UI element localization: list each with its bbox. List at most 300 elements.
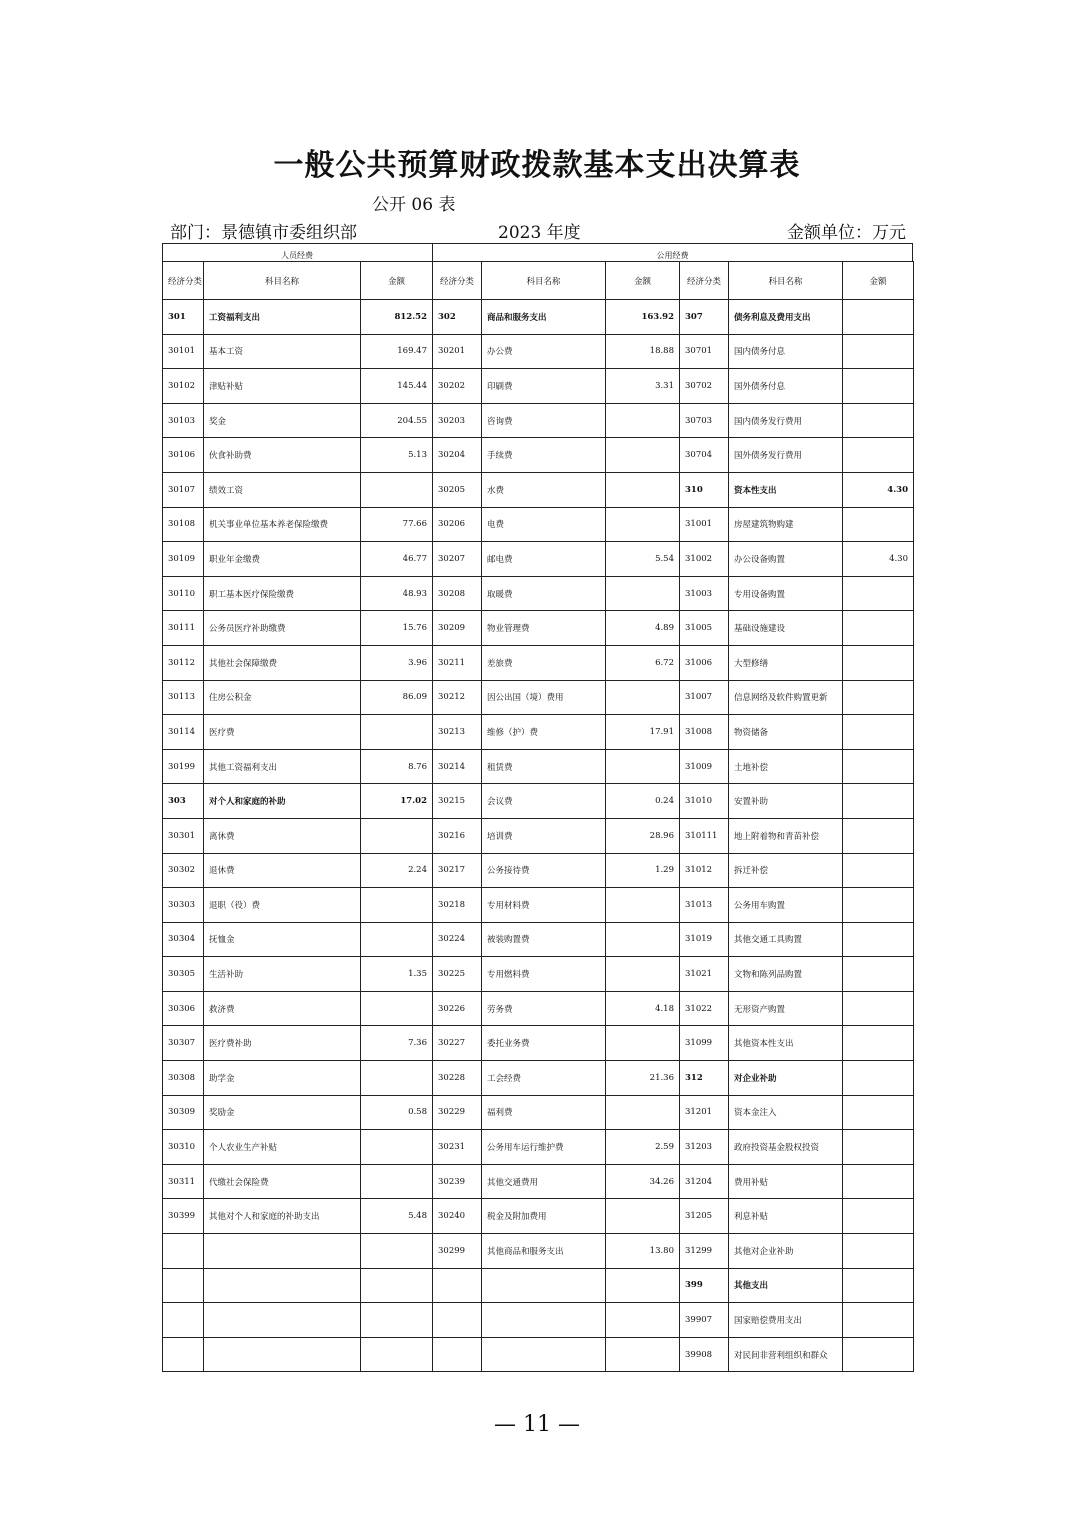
amount-cell [843,1303,914,1338]
amount-cell: 145.44 [361,369,433,404]
amount-cell [843,1268,914,1303]
code-cell: 303 [163,784,204,819]
name-cell: 邮电费 [482,542,606,577]
amount-cell [843,645,914,680]
code-cell: 30209 [433,611,482,646]
amount-cell: 4.89 [606,611,680,646]
name-cell: 助学金 [204,1061,361,1096]
amount-cell [843,853,914,888]
table-row [163,818,914,853]
code-cell: 399 [680,1268,729,1303]
name-cell: 国家赔偿费用支出 [729,1303,843,1338]
code-cell: 31002 [680,542,729,577]
name-cell: 职工基本医疗保险缴费 [204,576,361,611]
table-row [163,507,914,542]
name-cell: 安置补助 [729,784,843,819]
table-row [163,749,914,784]
group-header-public: 公用经费 [656,251,689,260]
code-cell: 30229 [433,1095,482,1130]
amount-cell [606,472,680,507]
amount-cell [361,1130,433,1165]
code-cell: 30306 [163,991,204,1026]
name-cell: 其他商品和服务支出 [482,1234,606,1269]
amount-cell [843,1234,914,1269]
code-cell: 30240 [433,1199,482,1234]
name-cell: 土地补偿 [729,749,843,784]
table-row [163,1026,914,1061]
name-cell: 印刷费 [482,369,606,404]
name-cell: 商品和服务支出 [482,300,606,335]
amount-cell: 4.18 [606,991,680,1026]
amount-cell: 5.13 [361,438,433,473]
code-cell [163,1268,204,1303]
code-cell: 312 [680,1061,729,1096]
group-header-line [162,243,913,244]
amount-cell: 4.30 [843,542,914,577]
amount-cell [843,300,914,335]
code-cell: 30102 [163,369,204,404]
code-cell: 30299 [433,1234,482,1269]
name-cell: 被装购置费 [482,922,606,957]
code-cell: 31204 [680,1164,729,1199]
table-row [163,1303,914,1338]
name-cell: 其他交通工具购置 [729,922,843,957]
code-cell: 30202 [433,369,482,404]
name-cell: 专用燃料费 [482,957,606,992]
name-cell [482,1337,606,1372]
code-cell: 30218 [433,888,482,923]
name-cell: 医疗费 [204,715,361,750]
code-cell: 30114 [163,715,204,750]
name-cell: 其他交通费用 [482,1164,606,1199]
code-cell [163,1303,204,1338]
header-cell: 科目名称 [482,262,606,300]
code-cell: 30109 [163,542,204,577]
name-cell: 利息补贴 [729,1199,843,1234]
name-cell: 抚恤金 [204,922,361,957]
code-cell: 30201 [433,334,482,369]
table-row [163,1164,914,1199]
name-cell: 资本性支出 [729,472,843,507]
code-cell: 30217 [433,853,482,888]
name-cell: 绩效工资 [204,472,361,507]
code-cell: 31010 [680,784,729,819]
name-cell: 福利费 [482,1095,606,1130]
amount-cell: 28.96 [606,818,680,853]
amount-cell: 3.96 [361,645,433,680]
amount-cell: 2.24 [361,853,433,888]
code-cell: 30228 [433,1061,482,1096]
name-cell: 会议费 [482,784,606,819]
amount-cell [606,1268,680,1303]
table-row [163,991,914,1026]
amount-cell: 163.92 [606,300,680,335]
table-row [163,888,914,923]
table-row [163,472,914,507]
amount-cell [843,680,914,715]
amount-cell [361,1164,433,1199]
name-cell: 费用补贴 [729,1164,843,1199]
name-cell: 对企业补助 [729,1061,843,1096]
code-cell: 31009 [680,749,729,784]
amount-cell: 6.72 [606,645,680,680]
code-cell: 310111 [680,818,729,853]
name-cell: 债务利息及费用支出 [729,300,843,335]
amount-cell: 3.31 [606,369,680,404]
header-cell: 科目名称 [204,262,361,300]
code-cell: 31299 [680,1234,729,1269]
code-cell: 30304 [163,922,204,957]
code-cell: 30311 [163,1164,204,1199]
table-row [163,1061,914,1096]
code-cell: 31019 [680,922,729,957]
code-cell: 30225 [433,957,482,992]
amount-cell: 169.47 [361,334,433,369]
name-cell: 其他资本性支出 [729,1026,843,1061]
table-row [163,300,914,335]
amount-cell [606,888,680,923]
name-cell: 工会经费 [482,1061,606,1096]
code-cell: 30110 [163,576,204,611]
code-cell: 30206 [433,507,482,542]
name-cell: 其他对个人和家庭的补助支出 [204,1199,361,1234]
name-cell: 住房公积金 [204,680,361,715]
amount-cell: 18.88 [606,334,680,369]
table-row [163,334,914,369]
code-cell: 30108 [163,507,204,542]
amount-cell [843,1337,914,1372]
amount-cell: 1.35 [361,957,433,992]
code-cell: 30103 [163,403,204,438]
name-cell: 国外债务发行费用 [729,438,843,473]
name-cell: 国内债务付息 [729,334,843,369]
amount-cell: 34.26 [606,1164,680,1199]
code-cell: 31203 [680,1130,729,1165]
amount-cell: 48.93 [361,576,433,611]
code-cell: 30212 [433,680,482,715]
amount-cell [843,438,914,473]
amount-cell: 13.80 [606,1234,680,1269]
table-row [163,853,914,888]
name-cell: 奖金 [204,403,361,438]
name-cell: 地上附着物和青苗补偿 [729,818,843,853]
amount-cell [606,680,680,715]
table-row [163,369,914,404]
amount-cell [606,403,680,438]
table-row [163,1234,914,1269]
name-cell [482,1268,606,1303]
code-cell: 30216 [433,818,482,853]
code-cell: 30107 [163,472,204,507]
code-cell: 30106 [163,438,204,473]
code-cell [163,1234,204,1269]
form-number: 公开 06 表 [372,195,456,215]
code-cell: 31003 [680,576,729,611]
name-cell: 离休费 [204,818,361,853]
name-cell: 因公出国（境）费用 [482,680,606,715]
name-cell: 代缴社会保险费 [204,1164,361,1199]
code-cell: 31005 [680,611,729,646]
name-cell: 信息网络及软件购置更新 [729,680,843,715]
code-cell: 30309 [163,1095,204,1130]
code-cell: 30231 [433,1130,482,1165]
name-cell: 国外债务付息 [729,369,843,404]
amount-cell [843,403,914,438]
name-cell: 对个人和家庭的补助 [204,784,361,819]
amount-cell [843,818,914,853]
code-cell: 30112 [163,645,204,680]
code-cell [433,1303,482,1338]
code-cell: 30215 [433,784,482,819]
code-cell: 30305 [163,957,204,992]
name-cell: 其他社会保障缴费 [204,645,361,680]
code-cell: 30308 [163,1061,204,1096]
amount-cell: 21.36 [606,1061,680,1096]
code-cell: 31099 [680,1026,729,1061]
header-cell: 金额 [843,262,914,300]
code-cell: 30113 [163,680,204,715]
code-cell: 31013 [680,888,729,923]
amount-cell [361,1337,433,1372]
code-cell: 31012 [680,853,729,888]
name-cell: 职业年金缴费 [204,542,361,577]
group-header-personnel: 人员经费 [281,251,313,260]
amount-cell: 17.02 [361,784,433,819]
code-cell: 39907 [680,1303,729,1338]
amount-cell [843,1164,914,1199]
amount-cell [843,784,914,819]
name-cell: 咨询费 [482,403,606,438]
table-row [163,611,914,646]
code-cell [433,1268,482,1303]
name-cell: 个人农业生产补贴 [204,1130,361,1165]
amount-cell [606,749,680,784]
code-cell: 30399 [163,1199,204,1234]
amount-cell [361,715,433,750]
amount-cell [843,888,914,923]
name-cell: 其他对企业补助 [729,1234,843,1269]
code-cell: 30101 [163,334,204,369]
code-cell: 30211 [433,645,482,680]
amount-cell [606,1026,680,1061]
name-cell: 维修（护）费 [482,715,606,750]
code-cell: 30701 [680,334,729,369]
header-cell: 经济分类 [433,262,482,300]
amount-cell [843,576,914,611]
name-cell: 机关事业单位基本养老保险缴费 [204,507,361,542]
amount-cell: 2.59 [606,1130,680,1165]
amount-cell: 204.55 [361,403,433,438]
amount-cell: 5.48 [361,1199,433,1234]
amount-cell [361,472,433,507]
table-header-row [163,262,914,300]
name-cell: 专用材料费 [482,888,606,923]
name-cell: 救济费 [204,991,361,1026]
name-cell: 水费 [482,472,606,507]
table-row [163,922,914,957]
code-cell: 30224 [433,922,482,957]
code-cell: 39908 [680,1337,729,1372]
table-row [163,1130,914,1165]
name-cell: 办公设备购置 [729,542,843,577]
code-cell: 30204 [433,438,482,473]
amount-cell [843,991,914,1026]
table-row [163,542,914,577]
code-cell: 30310 [163,1130,204,1165]
amount-cell [843,334,914,369]
name-cell: 生活补助 [204,957,361,992]
name-cell: 政府投资基金股权投资 [729,1130,843,1165]
amount-cell [843,1130,914,1165]
name-cell: 其他工资福利支出 [204,749,361,784]
table-row [163,403,914,438]
name-cell: 劳务费 [482,991,606,1026]
expenditure-table [162,261,914,1372]
year-label: 2023 年度 [498,223,581,243]
code-cell: 310 [680,472,729,507]
name-cell: 委托业务费 [482,1026,606,1061]
amount-cell [361,991,433,1026]
code-cell: 30208 [433,576,482,611]
name-cell: 退休费 [204,853,361,888]
amount-cell [606,1199,680,1234]
header-cell: 经济分类 [680,262,729,300]
page-number: — 11 — [494,1412,580,1437]
amount-cell: 1.29 [606,853,680,888]
amount-cell [606,1303,680,1338]
name-cell: 培训费 [482,818,606,853]
code-cell: 30301 [163,818,204,853]
code-cell: 30203 [433,403,482,438]
code-cell: 31022 [680,991,729,1026]
name-cell [204,1303,361,1338]
unit-label: 金额单位：万元 [787,223,906,243]
name-cell: 租赁费 [482,749,606,784]
amount-cell [606,438,680,473]
name-cell: 拆迁补偿 [729,853,843,888]
code-cell: 30307 [163,1026,204,1061]
amount-cell: 0.24 [606,784,680,819]
name-cell: 医疗费补助 [204,1026,361,1061]
code-cell: 30111 [163,611,204,646]
header-cell: 经济分类 [163,262,204,300]
amount-cell [843,1026,914,1061]
table-row [163,784,914,819]
amount-cell [361,1234,433,1269]
amount-cell [843,507,914,542]
amount-cell [843,1061,914,1096]
name-cell: 公务接待费 [482,853,606,888]
code-cell: 30226 [433,991,482,1026]
code-cell: 307 [680,300,729,335]
code-cell: 30199 [163,749,204,784]
table-row [163,1337,914,1372]
table-row [163,1095,914,1130]
amount-cell [606,922,680,957]
name-cell: 差旅费 [482,645,606,680]
code-cell: 301 [163,300,204,335]
name-cell: 其他支出 [729,1268,843,1303]
code-cell: 30702 [680,369,729,404]
amount-cell: 17.91 [606,715,680,750]
amount-cell [361,1268,433,1303]
name-cell [204,1337,361,1372]
header-cell: 金额 [606,262,680,300]
name-cell [482,1303,606,1338]
amount-cell: 812.52 [361,300,433,335]
code-cell: 31007 [680,680,729,715]
page-title: 一般公共预算财政拨款基本支出决算表 [273,148,801,183]
name-cell: 专用设备购置 [729,576,843,611]
code-cell: 31001 [680,507,729,542]
amount-cell [606,1337,680,1372]
amount-cell [843,1095,914,1130]
amount-cell [843,749,914,784]
code-cell: 30703 [680,403,729,438]
code-cell [433,1337,482,1372]
name-cell: 伙食补助费 [204,438,361,473]
table-row [163,957,914,992]
name-cell: 文物和陈列品购置 [729,957,843,992]
name-cell: 对民间非营利组织和群众 [729,1337,843,1372]
name-cell: 公务员医疗补助缴费 [204,611,361,646]
table-row [163,680,914,715]
code-cell: 31008 [680,715,729,750]
amount-cell: 7.36 [361,1026,433,1061]
table-row [163,715,914,750]
amount-cell [606,957,680,992]
code-cell: 302 [433,300,482,335]
name-cell: 基础设施建设 [729,611,843,646]
name-cell: 房屋建筑物购建 [729,507,843,542]
name-cell: 税金及附加费用 [482,1199,606,1234]
amount-cell [606,507,680,542]
table-row [163,438,914,473]
amount-cell [361,922,433,957]
code-cell: 30227 [433,1026,482,1061]
amount-cell [843,1199,914,1234]
amount-cell [843,922,914,957]
amount-cell: 15.76 [361,611,433,646]
amount-cell [843,715,914,750]
code-cell: 30213 [433,715,482,750]
amount-cell [843,957,914,992]
name-cell: 物资储备 [729,715,843,750]
name-cell: 手续费 [482,438,606,473]
name-cell: 公务用车购置 [729,888,843,923]
amount-cell [606,576,680,611]
name-cell: 物业管理费 [482,611,606,646]
amount-cell [843,369,914,404]
amount-cell [361,818,433,853]
code-cell: 31205 [680,1199,729,1234]
amount-cell: 0.58 [361,1095,433,1130]
amount-cell: 46.77 [361,542,433,577]
code-cell: 31006 [680,645,729,680]
name-cell: 基本工资 [204,334,361,369]
name-cell: 工资福利支出 [204,300,361,335]
amount-cell [361,1061,433,1096]
code-cell: 30302 [163,853,204,888]
header-cell: 科目名称 [729,262,843,300]
code-cell: 30205 [433,472,482,507]
name-cell: 电费 [482,507,606,542]
name-cell: 国内债务发行费用 [729,403,843,438]
name-cell: 资本金注入 [729,1095,843,1130]
amount-cell: 8.76 [361,749,433,784]
amount-cell: 5.54 [606,542,680,577]
table-row [163,645,914,680]
